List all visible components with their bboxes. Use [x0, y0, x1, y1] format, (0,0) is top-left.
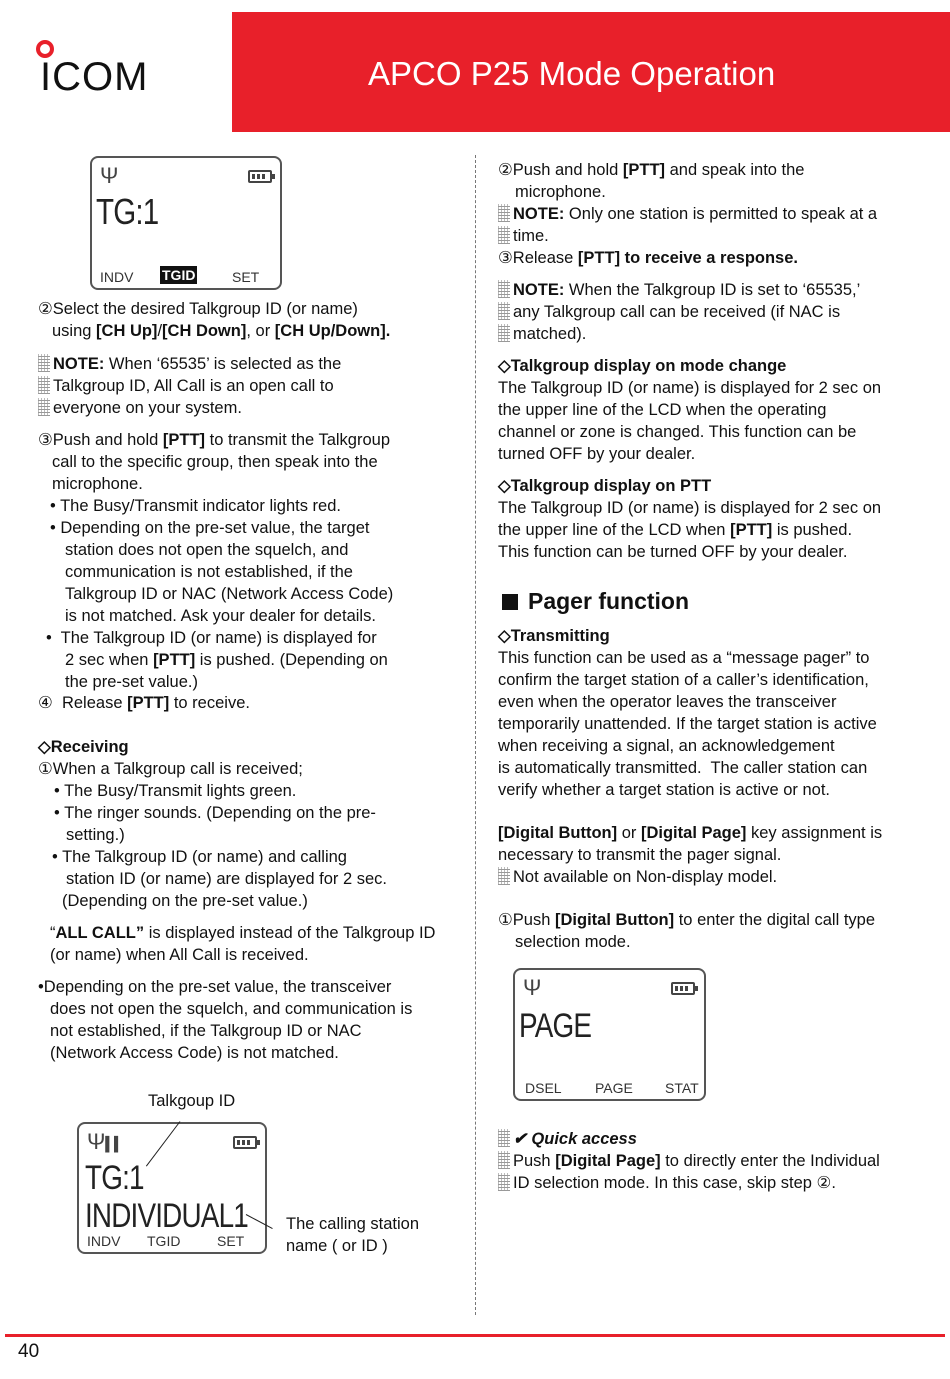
pager-function-heading: Pager function	[502, 587, 689, 615]
receiving-heading: ◇Receiving	[38, 738, 129, 756]
bullet-tgid-3: the pre-set value.)	[65, 673, 198, 691]
push-step-1-line-2: selection mode.	[515, 933, 631, 951]
battery-icon	[671, 982, 695, 995]
lcd-main-text: PAGE	[519, 1007, 592, 1045]
step-3-line-2: call to the specific group, then speak into the	[52, 453, 378, 471]
allcall-line-2: (or name) when All Call is received.	[50, 946, 309, 964]
depending-line-2: does not open the squelch, and communication is	[50, 1000, 413, 1018]
page-number: 40	[18, 1341, 40, 1362]
bullet-tgid-1: • The Talkgroup ID (or name) is displayed for	[46, 629, 377, 647]
receive-bullet-green: • The Busy/Transmit lights green.	[54, 782, 297, 800]
softkey-page: PAGE	[595, 1080, 633, 1096]
bullet-preset-2: station does not open the squelch, and	[65, 541, 349, 559]
r-note-3-line-1: NOTE: When the Talkgroup ID is set to ‘65535,’	[498, 279, 860, 301]
tg-mode-line-2: the upper line of the LCD when the operating	[498, 401, 827, 419]
softkey-tgid: TGID	[162, 267, 196, 283]
note-1-line-1: NOTE: When ‘65535’ is selected as the	[38, 353, 341, 375]
tg-mode-line-1: The Talkgroup ID (or name) is displayed for 2 sec on	[498, 379, 882, 397]
bullet-preset-4: Talkgroup ID or NAC (Network Access Code)	[65, 585, 394, 603]
r-step-2-line-2: microphone.	[515, 183, 606, 201]
depending-line-3: not established, if the Talkgroup ID or NAC	[50, 1022, 362, 1040]
tg-ptt-line-1: The Talkgroup ID (or name) is displayed for 2 sec on	[498, 499, 882, 517]
note-marker	[498, 1173, 510, 1191]
note-marker	[498, 867, 510, 885]
quick-access-line-2: ID selection mode. In this case, skip step ②.	[498, 1172, 836, 1194]
bullet-busy-red: • The Busy/Transmit indicator lights red.	[50, 497, 341, 515]
transmitting-heading: ◇Transmitting	[498, 627, 610, 645]
quick-access-heading: ✔ Quick access	[498, 1128, 637, 1150]
note-1-line-2: Talkgroup ID, All Call is an open call to	[38, 375, 334, 397]
key-ch-up: [CH Up]	[96, 322, 158, 340]
note-marker	[498, 302, 510, 320]
tx-line-1: This function can be used as a “message pager” to	[498, 649, 870, 667]
softkey-dsel: DSEL	[525, 1080, 562, 1096]
step-2-line-2: using [CH Up]/[CH Down], or [CH Up/Down].	[52, 322, 391, 340]
key-ch-down: [CH Down]	[162, 322, 247, 340]
battery-icon	[233, 1136, 257, 1149]
note-marker	[498, 280, 510, 298]
receive-bullet-ringer-1: • The ringer sounds. (Depending on the pre-	[54, 804, 376, 822]
bullet-tgid-2: 2 sec when [PTT] is pushed. (Depending on	[65, 651, 388, 669]
depending-line-4: (Network Access Code) is not matched.	[50, 1044, 339, 1062]
step-3-line-3: microphone.	[52, 475, 143, 493]
tx-line-6: is automatically transmitted. The caller station can	[498, 759, 868, 777]
bullet-preset-5: is not matched. Ask your dealer for details.	[65, 607, 376, 625]
tx-line-2: confirm the target station of a caller’s identification,	[498, 671, 869, 689]
logo-text: ICOM	[40, 55, 149, 99]
softkey-set: SET	[232, 269, 260, 285]
lcd-main-text: TG:1	[96, 191, 159, 232]
r-note-2-line-1: NOTE: Only one station is permitted to speak at a	[498, 203, 877, 225]
bullet-preset-3: communication is not established, if the	[65, 563, 353, 581]
page-title: APCO P25 Mode Operation	[368, 55, 776, 92]
lcd-individual-display	[77, 1122, 267, 1254]
receive-bullet-ringer-2: setting.)	[66, 826, 125, 844]
tx-line-7: verify whether a target station is active or not.	[498, 781, 830, 799]
callout-station-2: name ( or ID )	[286, 1237, 388, 1255]
step-4: ④ Release [PTT] to receive.	[38, 694, 250, 712]
note-marker	[38, 398, 50, 416]
square-bullet-icon	[502, 594, 518, 610]
receive-step-1: ①When a Talkgroup call is received;	[38, 760, 303, 778]
lcd-page-display	[513, 968, 706, 1101]
note-marker	[498, 324, 510, 342]
tx-line-3: even when the operator leaves the transceiver	[498, 693, 837, 711]
r-step-3: ③Release [PTT] to receive a response.	[498, 249, 798, 267]
receive-bullet-display-2: station ID (or name) are displayed for 2 sec.	[66, 870, 387, 888]
note-marker	[498, 204, 510, 222]
tg-ptt-line-3: This function can be turned OFF by your dealer.	[498, 543, 848, 561]
footer-rule	[5, 1334, 945, 1337]
softkey-set: SET	[217, 1233, 245, 1249]
battery-icon	[248, 170, 272, 183]
bullet-preset-1: • Depending on the pre-set value, the target	[50, 519, 370, 537]
antenna-icon: Ψ	[523, 975, 542, 1000]
softkey-indv: INDV	[87, 1233, 121, 1249]
tg-ptt-heading: ◇Talkgroup display on PTT	[498, 477, 712, 495]
softkey-tgid: TGID	[147, 1233, 181, 1249]
lcd-line-2: INDIVIDUAL1	[85, 1197, 248, 1235]
push-step-1-line-1: ①Push [Digital Button] to enter the digital call type	[498, 911, 876, 929]
tg-mode-change-heading: ◇Talkgroup display on mode change	[498, 357, 787, 375]
r-note-2-line-2: time.	[498, 225, 549, 247]
antenna-signal-icon: Ψ▍▍	[87, 1129, 123, 1154]
lcd-talkgroup-display	[90, 156, 282, 290]
digital-line-1: [Digital Button] or [Digital Page] key assignment is	[498, 824, 883, 842]
r-note-3-line-2: any Talkgroup call can be received (if NAC is	[498, 301, 840, 323]
column-divider	[475, 155, 476, 1315]
note-marker	[38, 376, 50, 394]
callout-station-1: The calling station	[286, 1215, 419, 1233]
step-2-line-1: ②Select the desired Talkgroup ID (or name)	[38, 300, 358, 318]
note-marker	[38, 354, 50, 372]
key-ch-updown: [CH Up/Down].	[274, 322, 391, 340]
receive-bullet-display-3: (Depending on the pre-set value.)	[62, 892, 308, 910]
r-note-3-line-3: matched).	[498, 323, 586, 345]
depending-line-1: •Depending on the pre-set value, the transceiver	[38, 978, 392, 996]
callout-talkgroup-id: Talkgoup ID	[148, 1092, 236, 1110]
step-3-line-1: ③Push and hold [PTT] to transmit the Talkgroup	[38, 431, 391, 449]
note-marker	[498, 226, 510, 244]
note-marker	[498, 1129, 510, 1147]
tg-mode-line-4: turned OFF by your dealer.	[498, 445, 696, 463]
header-bar	[232, 12, 950, 132]
receive-bullet-display-1: • The Talkgroup ID (or name) and calling	[52, 848, 347, 866]
tx-line-4: temporarily unattended. If the target station is active	[498, 715, 877, 733]
digital-line-2: necessary to transmit the pager signal.	[498, 846, 782, 864]
note-1-line-3: everyone on your system.	[38, 397, 242, 419]
quick-access-line-1: Push [Digital Page] to directly enter the Individual	[498, 1150, 880, 1172]
digital-line-3: Not available on Non-display model.	[498, 866, 777, 888]
allcall-line-1: “ALL CALL” is displayed instead of the Talkgroup ID	[50, 924, 436, 942]
tg-mode-line-3: channel or zone is changed. This function can be	[498, 423, 857, 441]
tx-line-5: when receiving a signal, an acknowledgement	[498, 737, 835, 755]
lcd-line-1: TG:1	[85, 1159, 144, 1197]
icom-logo	[36, 40, 166, 102]
tg-ptt-line-2: the upper line of the LCD when [PTT] is pushed.	[498, 521, 853, 539]
antenna-icon: Ψ	[100, 163, 119, 188]
softkey-indv: INDV	[100, 269, 134, 285]
softkey-stat: STAT	[665, 1080, 699, 1096]
note-marker	[498, 1151, 510, 1169]
r-step-2-line-1: ②Push and hold [PTT] and speak into the	[498, 161, 805, 179]
